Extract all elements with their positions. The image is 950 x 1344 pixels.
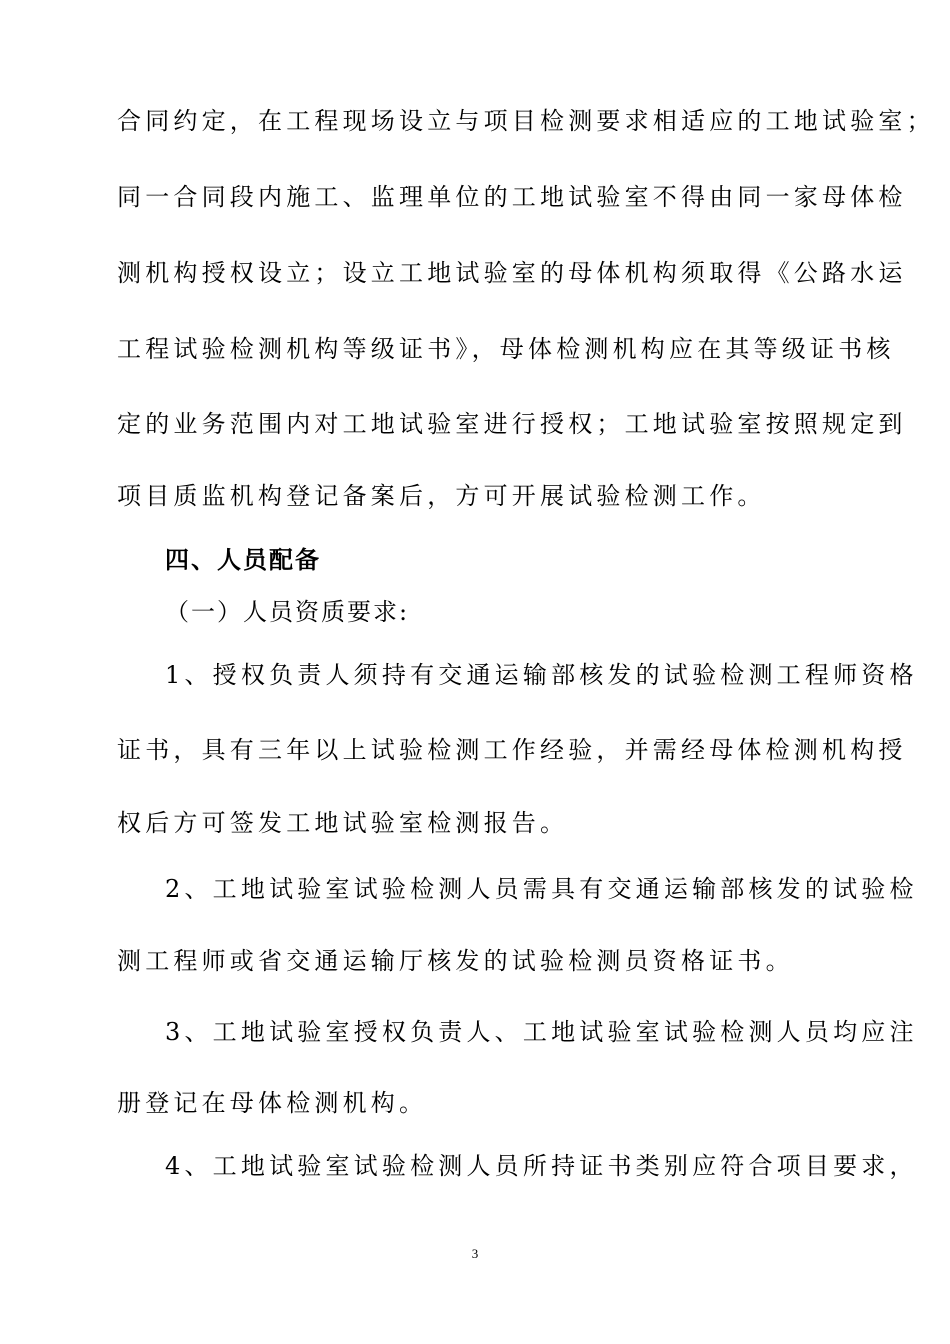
paragraph-line: 合同约定，在工程现场设立与项目检测要求相适应的工地试验室；	[117, 107, 935, 135]
section-heading: 四、人员配备	[165, 546, 321, 574]
list-item-4-line: 4、工地试验室试验检测人员所持证书类别应符合项目要求，	[165, 1152, 918, 1180]
list-item-3-line: 册登记在母体检测机构。	[117, 1089, 428, 1117]
paragraph-line: 工程试验检测机构等级证书》，母体检测机构应在其等级证书核	[117, 335, 895, 363]
paragraph-line: 项目质监机构登记备案后，方可开展试验检测工作。	[117, 482, 766, 510]
list-item-2-line: 2、工地试验室试验检测人员需具有交通运输部核发的试验检	[165, 875, 918, 903]
paragraph-line: 定的业务范围内对工地试验室进行授权；工地试验室按照规定到	[117, 410, 907, 438]
list-item-3-line: 3、工地试验室授权负责人、工地试验室试验检测人员均应注	[165, 1018, 918, 1046]
list-item-1-line: 权后方可签发工地试验室检测报告。	[117, 809, 569, 837]
paragraph-line: 测机构授权设立；设立工地试验室的母体机构须取得《公路水运	[117, 259, 907, 287]
page-number: 3	[471, 1246, 479, 1261]
list-item-2-line: 测工程师或省交通运输厅核发的试验检测员资格证书。	[117, 947, 794, 975]
list-item-1-line: 证书，具有三年以上试验检测工作经验，并需经母体检测机构授	[117, 736, 907, 764]
list-item-1-line: 1、授权负责人须持有交通运输部核发的试验检测工程师资格	[165, 661, 918, 689]
paragraph-line: 同一合同段内施工、监理单位的工地试验室不得由同一家母体检	[117, 183, 907, 211]
subsection-heading: （一）人员资质要求:	[165, 598, 410, 626]
